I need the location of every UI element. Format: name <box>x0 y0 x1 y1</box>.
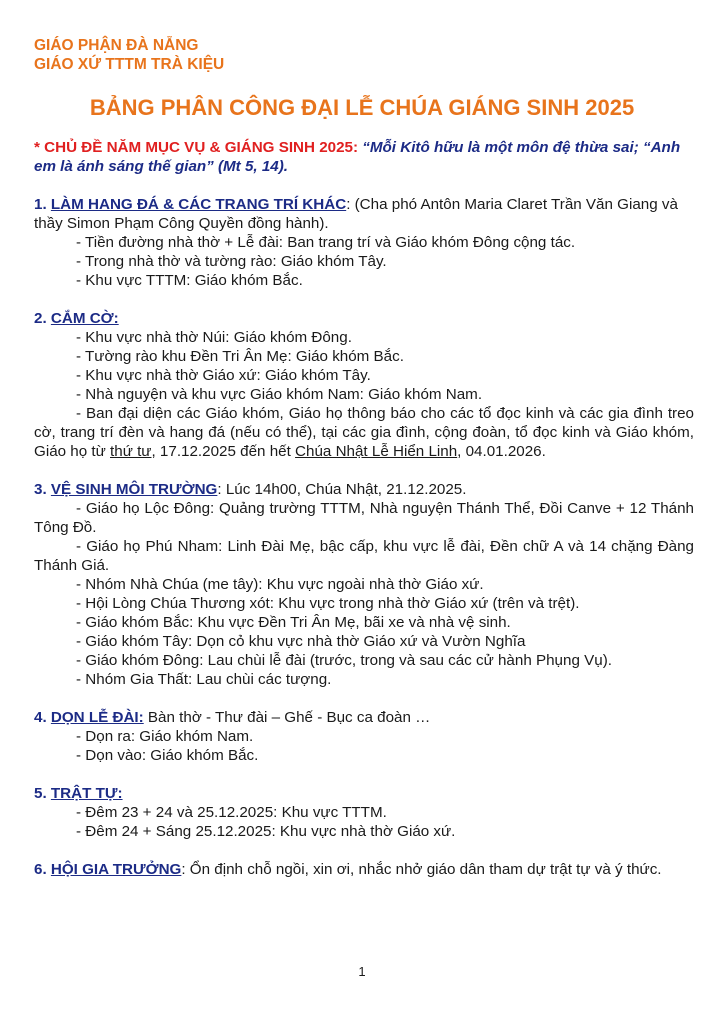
list-item: - Khu vực TTTM: Giáo khóm Bắc. <box>76 272 303 289</box>
paragraph-text: , 04.01.2026. <box>457 443 546 460</box>
section-intro: : (Cha phó Antôn Maria Claret Trần Văn Giang và thầy Simon Phạm Công Quyền đồng hành). <box>34 196 678 232</box>
list-item: - Nhà nguyện và khu vực Giáo khóm Nam: Giáo khóm Nam. <box>76 386 483 403</box>
parish-name: GIÁO XỨ TTTM TRÀ KIỆU <box>34 56 225 73</box>
section-number: 4. <box>34 709 51 726</box>
section-number: 6. <box>34 861 51 878</box>
section-heads-of-household <box>34 860 694 879</box>
organization-header <box>34 36 224 74</box>
theme-quote: “Mỗi Kitô hữu là một môn đệ thừa sai; “Anh em là ánh sáng thế gian” (Mt 5, 14). <box>34 139 681 175</box>
list-item: - Tiền đường nhà thờ + Lễ đài: Ban trang trí và Giáo khóm Đông cộng tác. <box>76 234 576 251</box>
list-item: - Nhóm Gia Thất: Lau chùi các tượng. <box>76 671 332 688</box>
section-number: 1. <box>34 196 51 213</box>
list-item: - Nhóm Nhà Chúa (me tây): Khu vực ngoài nhà thờ Giáo xứ. <box>76 576 484 593</box>
section-heading-line <box>34 309 694 328</box>
theme-statement <box>34 138 694 176</box>
section-heading: DỌN LỄ ĐÀI: <box>50 709 144 726</box>
section-heading: VỆ SINH MÔI TRƯỜNG <box>50 481 218 498</box>
list-item: - Giáo họ Lộc Đông: Quảng trường TTTM, Nhà nguyện Thánh Thể, Đồi Canve + 12 Thánh Tông Đồ. <box>34 500 694 536</box>
section-intro: : Ổn định chỗ ngồi, xin ơi, nhắc nhở giáo dân tham dự trật tự và ý thức. <box>181 861 662 878</box>
section-number: 5. <box>34 785 51 802</box>
announcement-paragraph <box>34 404 694 461</box>
list-item: - Trong nhà thờ và tường rào: Giáo khóm Tây. <box>76 253 387 270</box>
section-heading-line <box>34 708 694 727</box>
list-item: - Đêm 23 + 24 và 25.12.2025: Khu vực TTTM. <box>76 804 387 821</box>
section-flags <box>34 309 694 461</box>
section-heading-line <box>34 784 694 803</box>
section-heading-line <box>34 860 694 879</box>
page-title: BẢNG PHÂN CÔNG ĐẠI LỄ CHÚA GIÁNG SINH 2025 <box>89 95 635 120</box>
feast-underlined: Chúa Nhật Lễ Hiển Linh <box>295 443 458 460</box>
section-heading-line <box>34 195 694 233</box>
section-decoration <box>34 195 694 290</box>
section-number: 2. <box>34 310 51 327</box>
list-item: - Giáo khóm Tây: Dọn cỏ khu vực nhà thờ Giáo xứ và Vườn Nghĩa <box>76 633 526 650</box>
section-heading: TRẬT TỰ: <box>50 785 123 802</box>
list-item: - Khu vực nhà thờ Núi: Giáo khóm Đông. <box>76 329 352 346</box>
section-heading: LÀM HANG ĐÁ & CÁC TRANG TRÍ KHÁC <box>50 196 347 213</box>
paragraph-text: , 17.12.2025 đến hết <box>151 443 296 460</box>
section-cleaning <box>34 480 694 689</box>
section-heading: HỘI GIA TRƯỞNG <box>50 861 182 878</box>
list-item: - Tường rào khu Đền Tri Ân Mẹ: Giáo khóm Bắc. <box>76 348 404 365</box>
list-item: - Hội Lòng Chúa Thương xót: Khu vực trong nhà thờ Giáo xứ (trên và trệt). <box>76 595 580 612</box>
list-item: - Khu vực nhà thờ Giáo xứ: Giáo khóm Tây. <box>76 367 371 384</box>
diocese-name: GIÁO PHẬN ĐÀ NẴNG <box>34 37 199 54</box>
section-order <box>34 784 694 841</box>
list-item: - Đêm 24 + Sáng 25.12.2025: Khu vực nhà thờ Giáo xứ. <box>76 823 456 840</box>
list-item: - Dọn ra: Giáo khóm Nam. <box>76 728 254 745</box>
list-item: - Dọn vào: Giáo khóm Bắc. <box>76 747 259 764</box>
list-item: - Giáo khóm Bắc: Khu vực Đền Tri Ân Mẹ, bãi xe và nhà vệ sinh. <box>76 614 511 631</box>
page-number: 1 <box>358 964 366 979</box>
section-number: 3. <box>34 481 51 498</box>
list-item: - Giáo họ Phú Nham: Linh Đài Mẹ, bậc cấp, khu vực lễ đài, Đền chữ A và 14 chặng Đàng Thánh Giá. <box>34 538 694 574</box>
theme-colon: : <box>352 139 363 156</box>
date-underlined: thứ tư <box>110 443 152 460</box>
list-item: - Giáo khóm Đông: Lau chùi lễ đài (trước, trong và sau các cử hành Phụng Vụ). <box>76 652 612 669</box>
document-body <box>34 138 694 898</box>
theme-label: * CHỦ ĐỀ NĂM MỤC VỤ & GIÁNG SINH 2025 <box>34 139 353 156</box>
section-intro: Bàn thờ - Thư đài – Ghế - Bục ca đoàn … <box>143 709 431 726</box>
section-heading: CẮM CỜ: <box>50 310 119 327</box>
paragraph-text: - Ban đại diện các Giáo khóm, Giáo họ thông báo cho các tổ đọc kinh và các gia đình treo cờ, trang trí đèn và hang đá (nếu có thể), tại các gia đình, cộng đoàn, tổ đọc kinh và Giáo khóm, Giáo họ từ <box>34 405 694 460</box>
section-intro: : Lúc 14h00, Chúa Nhật, 21.12.2025. <box>217 481 467 498</box>
section-heading-line <box>34 480 694 499</box>
section-altar <box>34 708 694 765</box>
